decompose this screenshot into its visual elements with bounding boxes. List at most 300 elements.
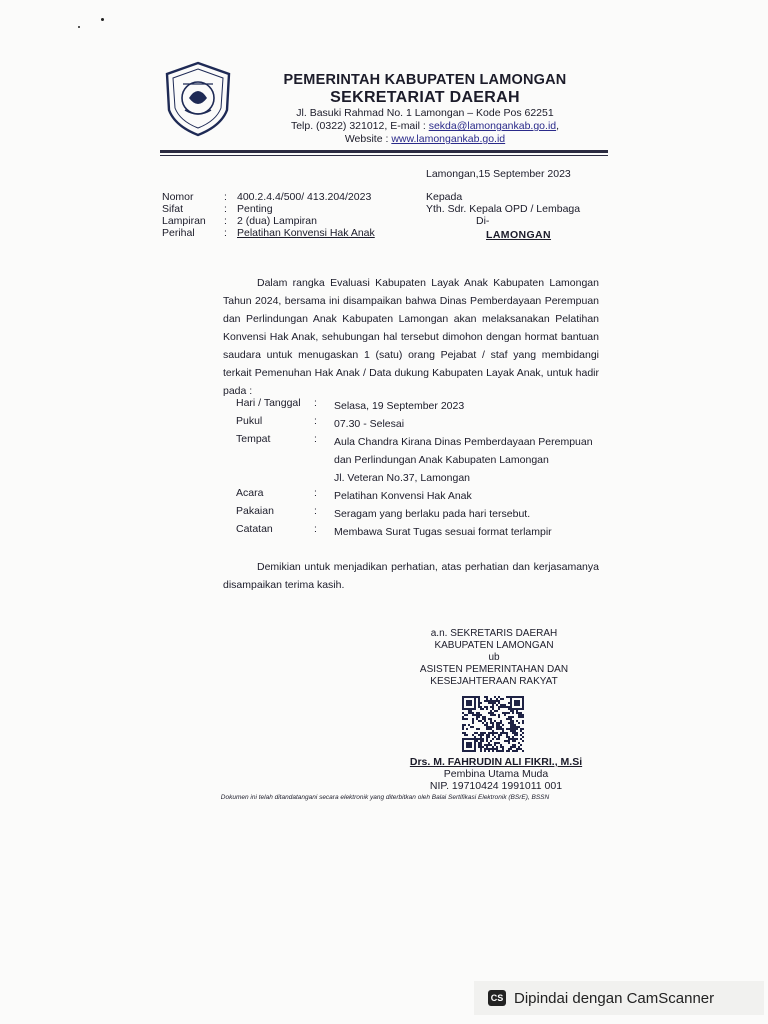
- qr-module: [486, 740, 488, 742]
- qr-module: [514, 724, 516, 726]
- qr-module: [492, 748, 494, 750]
- qr-module: [508, 706, 510, 708]
- qr-module: [500, 732, 502, 734]
- qr-module: [494, 748, 496, 750]
- qr-module: [462, 728, 464, 730]
- detail-value: Seragam yang berlaku pada hari tersebut.: [334, 508, 531, 520]
- website-link[interactable]: www.lamongankab.go.id: [391, 133, 506, 145]
- qr-module: [472, 726, 474, 728]
- qr-module: [492, 708, 494, 710]
- detail-separator: :: [314, 487, 317, 499]
- qr-module: [466, 714, 468, 716]
- qr-module: [484, 720, 486, 722]
- lamongan-regency-emblem-icon: [163, 60, 233, 138]
- detail-row-note: [236, 523, 604, 541]
- qr-module: [508, 748, 510, 750]
- qr-module: [512, 740, 514, 742]
- qr-module: [510, 730, 512, 732]
- qr-module: [494, 710, 496, 712]
- scan-speck: [101, 18, 104, 21]
- camscanner-watermark: [474, 981, 764, 1015]
- qr-module: [484, 732, 486, 734]
- qr-module: [472, 712, 474, 714]
- qr-module: [482, 732, 484, 734]
- qr-module: [480, 736, 482, 738]
- detail-label: Catatan: [236, 523, 273, 535]
- qr-module: [494, 742, 496, 744]
- qr-module: [496, 726, 498, 728]
- qr-module: [514, 726, 516, 728]
- qr-module: [484, 750, 486, 752]
- qr-module: [508, 722, 510, 724]
- qr-module: [478, 698, 480, 700]
- qr-module: [506, 736, 508, 738]
- qr-module: [508, 742, 510, 744]
- qr-module: [508, 750, 510, 752]
- qr-module: [470, 726, 472, 728]
- detail-value: Membawa Surat Tugas sesuai format terlampir: [334, 526, 552, 538]
- qr-module: [520, 734, 522, 736]
- qr-module: [496, 710, 498, 712]
- qr-module: [500, 704, 502, 706]
- qr-module: [480, 702, 482, 704]
- qr-module: [490, 744, 492, 746]
- detail-value: 07.30 - Selesai: [334, 418, 405, 430]
- detail-value: Selasa, 19 September 2023: [334, 400, 465, 412]
- qr-module: [510, 746, 512, 748]
- qr-module: [478, 706, 480, 708]
- letter-date: Lamongan,15 September 2023: [426, 168, 571, 180]
- signature-line-2: KABUPATEN LAMONGAN: [434, 640, 554, 651]
- qr-module: [490, 726, 492, 728]
- meta-value-subject: Pelatihan Konvensi Hak Anak: [237, 227, 375, 239]
- qr-module: [512, 738, 514, 740]
- qr-module: [510, 722, 512, 724]
- detail-value: [334, 433, 604, 487]
- qr-module: [482, 718, 484, 720]
- qr-module: [488, 726, 490, 728]
- qr-module: [478, 712, 480, 714]
- qr-module: [464, 714, 466, 716]
- qr-module: [500, 706, 502, 708]
- qr-module: [476, 728, 478, 730]
- qr-module: [488, 744, 490, 746]
- qr-module: [480, 740, 482, 742]
- meta-row-lampiran: [162, 215, 375, 227]
- qr-module: [508, 708, 510, 710]
- qr-module: [512, 724, 514, 726]
- qr-module: [512, 716, 514, 718]
- qr-module: [490, 710, 492, 712]
- qr-module: [518, 742, 520, 744]
- qr-module: [500, 722, 502, 724]
- qr-module: [472, 718, 474, 720]
- qr-module: [490, 720, 492, 722]
- qr-module: [516, 750, 518, 752]
- qr-module: [510, 748, 512, 750]
- qr-module: [492, 712, 494, 714]
- qr-module: [496, 750, 498, 752]
- detail-separator: :: [314, 397, 317, 409]
- qr-module: [476, 714, 478, 716]
- qr-module: [480, 714, 482, 716]
- qr-module: [498, 742, 500, 744]
- qr-module: [522, 732, 524, 734]
- qr-module: [478, 700, 480, 702]
- qr-module: [498, 726, 500, 728]
- letterhead-website: [240, 133, 610, 146]
- letterhead-office: SEKRETARIAT DAERAH: [330, 89, 520, 106]
- qr-module: [478, 704, 480, 706]
- qr-module: [490, 702, 492, 704]
- qr-module: [512, 712, 514, 714]
- qr-module: [504, 706, 506, 708]
- meta-row-sifat: [162, 203, 375, 215]
- qr-module: [486, 722, 488, 724]
- qr-module: [486, 738, 488, 740]
- qr-module: [502, 728, 504, 730]
- qr-module: [488, 734, 490, 736]
- qr-module: [490, 722, 492, 724]
- qr-module: [520, 714, 522, 716]
- scan-speck: [78, 26, 80, 28]
- recipient-name: Yth. Sdr. Kepala OPD / Lembaga: [426, 203, 581, 215]
- qr-module: [478, 714, 480, 716]
- qr-module: [512, 730, 514, 732]
- qr-module: [514, 728, 516, 730]
- qr-module: [514, 732, 516, 734]
- qr-module: [498, 696, 500, 698]
- qr-module: [506, 750, 508, 752]
- letterhead-government: PEMERINTAH KABUPATEN LAMONGAN: [283, 72, 567, 88]
- qr-module: [506, 740, 508, 742]
- qr-module: [514, 746, 516, 748]
- signature-block: [400, 628, 588, 688]
- qr-module: [476, 718, 478, 720]
- qr-module: [512, 750, 514, 752]
- qr-module: [490, 732, 492, 734]
- qr-module: [496, 746, 498, 748]
- meta-label: Perihal: [162, 227, 195, 239]
- body-paragraph: Dalam rangka Evaluasi Kabupaten Layak Anak Kabupaten Lamongan Tahun 2024, bersama ini disampaikan bahwa Dinas Pemberdayaan Perempuan dan Perlindungan Anak Kabupaten Lamongan akan melaksanakan Pelatihan Konvensi Hak Anak, sehubungan hal tersebut dimohon dengan hormat bantuan saudara untuk menugaskan 1 (satu) orang Pejabat / staf yang membidangi terkait Pemenuhan Hak Anak / Data dukung Kabupaten Layak Anak, untuk hadir pada :: [223, 277, 599, 397]
- qr-module: [504, 740, 506, 742]
- qr-module: [492, 702, 494, 704]
- qr-module: [482, 708, 484, 710]
- qr-module: [514, 744, 516, 746]
- qr-module: [502, 748, 504, 750]
- email-link[interactable]: sekda@lamongankab.go.id: [428, 120, 557, 132]
- qr-module: [508, 718, 510, 720]
- qr-module: [494, 700, 496, 702]
- qr-module: [474, 736, 476, 738]
- qr-module: [488, 728, 490, 730]
- qr-module: [512, 726, 514, 728]
- qr-module: [488, 742, 490, 744]
- qr-module: [512, 710, 514, 712]
- qr-module: [464, 718, 466, 720]
- qr-module: [522, 740, 524, 742]
- qr-module: [510, 724, 512, 726]
- qr-module: [514, 734, 516, 736]
- qr-module: [464, 734, 466, 736]
- detail-row-event: [236, 487, 604, 505]
- detail-label: Hari / Tanggal: [236, 397, 301, 409]
- qr-module: [516, 720, 518, 722]
- qr-module: [494, 732, 496, 734]
- qr-module: [498, 722, 500, 724]
- qr-module: [482, 722, 484, 724]
- qr-module: [498, 750, 500, 752]
- qr-module: [492, 724, 494, 726]
- qr-module: [500, 744, 502, 746]
- qr-module: [506, 732, 508, 734]
- detail-label: Pakaian: [236, 505, 274, 517]
- qr-module: [480, 720, 482, 722]
- qr-module: [486, 698, 488, 700]
- qr-module: [466, 718, 468, 720]
- qr-module: [508, 736, 510, 738]
- detail-separator: :: [314, 505, 317, 517]
- qr-module: [462, 718, 464, 720]
- qr-module: [488, 748, 490, 750]
- qr-module: [522, 714, 524, 716]
- qr-module: [478, 696, 480, 698]
- qr-module: [506, 734, 508, 736]
- closing-text: Demikian untuk menjadikan perhatian, atas perhatian dan kerjasamanya disampaikan terima kasih.: [223, 561, 599, 591]
- qr-module: [478, 746, 480, 748]
- qr-module: [522, 728, 524, 730]
- qr-module: [486, 746, 488, 748]
- qr-module: [476, 696, 478, 698]
- qr-module: [522, 736, 524, 738]
- qr-module: [498, 734, 500, 736]
- signature-line-5: KESEJAHTERAAN RAKYAT: [430, 676, 558, 687]
- qr-module: [480, 742, 482, 744]
- qr-module: [464, 724, 466, 726]
- qr-module: [478, 702, 480, 704]
- qr-module: [522, 716, 524, 718]
- qr-module: [518, 716, 520, 718]
- qr-module: [496, 698, 498, 700]
- qr-module: [492, 706, 494, 708]
- meta-label: Lampiran: [162, 215, 206, 227]
- qr-module: [490, 714, 492, 716]
- qr-module: [486, 696, 488, 698]
- meta-label: Sifat: [162, 203, 184, 215]
- camscanner-logo-icon: CS: [488, 990, 506, 1006]
- meta-separator: :: [224, 227, 227, 239]
- qr-module: [512, 722, 514, 724]
- detail-separator: :: [314, 433, 317, 445]
- qr-module: [496, 728, 498, 730]
- qr-module: [518, 712, 520, 714]
- qr-module: [522, 720, 524, 722]
- detail-row-attire: [236, 505, 604, 523]
- qr-module: [502, 698, 504, 700]
- detail-row-place: [236, 433, 604, 487]
- qr-module: [512, 736, 514, 738]
- e-signature-footnote: Dokumen ini telah ditandatangani secara elektronik yang diterbitkan oleh Balai Sertifikasi Elektronik (BSrE), BSSN: [220, 794, 550, 801]
- qr-finder: [466, 742, 472, 748]
- qr-module: [486, 744, 488, 746]
- qr-module: [492, 730, 494, 732]
- signer-block: [398, 756, 594, 792]
- qr-module: [498, 738, 500, 740]
- qr-module: [468, 712, 470, 714]
- qr-module: [490, 728, 492, 730]
- qr-module: [518, 726, 520, 728]
- qr-module: [514, 738, 516, 740]
- qr-module: [474, 714, 476, 716]
- qr-module: [486, 734, 488, 736]
- qr-module: [512, 746, 514, 748]
- meta-row-perihal: [162, 227, 375, 239]
- qr-module: [472, 722, 474, 724]
- closing-paragraph: [223, 558, 599, 594]
- qr-module: [498, 724, 500, 726]
- qr-module: [484, 748, 486, 750]
- letterhead-rule-thin: [160, 155, 608, 156]
- qr-module: [496, 700, 498, 702]
- qr-module: [506, 718, 508, 720]
- qr-code-icon: [462, 696, 524, 752]
- qr-module: [512, 744, 514, 746]
- qr-module: [506, 706, 508, 708]
- qr-module: [496, 722, 498, 724]
- place-line-2: dan Perlindungan Anak Kabupaten Lamongan: [334, 454, 549, 466]
- qr-module: [484, 718, 486, 720]
- qr-module: [498, 700, 500, 702]
- qr-module: [520, 716, 522, 718]
- qr-module: [520, 712, 522, 714]
- qr-module: [498, 728, 500, 730]
- qr-module: [502, 706, 504, 708]
- qr-module: [496, 748, 498, 750]
- qr-module: [494, 702, 496, 704]
- meta-separator: :: [224, 215, 227, 227]
- meta-label: Nomor: [162, 191, 194, 203]
- qr-module: [490, 712, 492, 714]
- qr-module: [480, 746, 482, 748]
- qr-module: [508, 728, 510, 730]
- qr-module: [520, 748, 522, 750]
- qr-module: [480, 748, 482, 750]
- qr-module: [492, 732, 494, 734]
- letterhead-rule-thick: [160, 150, 608, 153]
- qr-module: [514, 740, 516, 742]
- qr-module: [468, 710, 470, 712]
- qr-module: [502, 712, 504, 714]
- recipient-at: Di-: [476, 215, 490, 227]
- detail-label: Acara: [236, 487, 264, 499]
- qr-module: [520, 730, 522, 732]
- qr-module: [512, 732, 514, 734]
- qr-module: [498, 702, 500, 704]
- qr-module: [510, 738, 512, 740]
- qr-module: [496, 738, 498, 740]
- qr-module: [500, 734, 502, 736]
- qr-module: [478, 744, 480, 746]
- meta-row-nomor: [162, 191, 375, 203]
- qr-module: [508, 740, 510, 742]
- qr-module: [518, 746, 520, 748]
- qr-module: [508, 712, 510, 714]
- qr-module: [478, 728, 480, 730]
- qr-module: [498, 736, 500, 738]
- meta-separator: :: [224, 191, 227, 203]
- qr-module: [480, 734, 482, 736]
- qr-module: [478, 742, 480, 744]
- qr-module: [500, 750, 502, 752]
- qr-module: [502, 704, 504, 706]
- qr-module: [484, 706, 486, 708]
- qr-module: [498, 706, 500, 708]
- signer-rank: Pembina Utama Muda: [443, 768, 549, 780]
- qr-module: [500, 726, 502, 728]
- qr-module: [516, 732, 518, 734]
- place-line-1: Aula Chandra Kirana Dinas Pemberdayaan Perempuan: [334, 436, 593, 448]
- qr-module: [504, 714, 506, 716]
- qr-module: [480, 738, 482, 740]
- recipient-block: [426, 191, 580, 241]
- letterhead-contact: [240, 120, 610, 133]
- qr-module: [482, 716, 484, 718]
- detail-separator: :: [314, 523, 317, 535]
- qr-module: [518, 722, 520, 724]
- qr-module: [462, 732, 464, 734]
- qr-module: [476, 716, 478, 718]
- qr-module: [480, 708, 482, 710]
- qr-module: [510, 726, 512, 728]
- qr-module: [476, 740, 478, 742]
- qr-module: [486, 728, 488, 730]
- qr-module: [502, 730, 504, 732]
- qr-module: [498, 714, 500, 716]
- qr-module: [492, 746, 494, 748]
- qr-module: [462, 726, 464, 728]
- qr-module: [510, 720, 512, 722]
- qr-module: [500, 728, 502, 730]
- qr-module: [478, 734, 480, 736]
- qr-module: [464, 732, 466, 734]
- qr-module: [510, 710, 512, 712]
- letter-body: [223, 274, 599, 400]
- qr-module: [480, 732, 482, 734]
- qr-module: [510, 728, 512, 730]
- qr-module: [496, 704, 498, 706]
- recipient-to: Kepada: [426, 191, 463, 203]
- letterhead: [240, 72, 610, 146]
- letterhead-address: Jl. Basuki Rahmad No. 1 Lamongan – Kode Pos 62251: [296, 107, 554, 119]
- qr-module: [486, 736, 488, 738]
- qr-module: [490, 718, 492, 720]
- qr-module: [520, 728, 522, 730]
- qr-module: [466, 734, 468, 736]
- qr-module: [470, 712, 472, 714]
- qr-module: [516, 726, 518, 728]
- qr-module: [512, 720, 514, 722]
- place-line-3: Jl. Veteran No.37, Lamongan: [334, 472, 471, 484]
- qr-module: [494, 714, 496, 716]
- qr-module: [492, 722, 494, 724]
- qr-module: [490, 748, 492, 750]
- qr-module: [494, 696, 496, 698]
- signature-line-1: a.n. SEKRETARIS DAERAH: [430, 628, 558, 639]
- recipient-city: LAMONGAN: [486, 229, 552, 241]
- qr-module: [496, 742, 498, 744]
- detail-label: Tempat: [236, 433, 271, 445]
- qr-module: [462, 724, 464, 726]
